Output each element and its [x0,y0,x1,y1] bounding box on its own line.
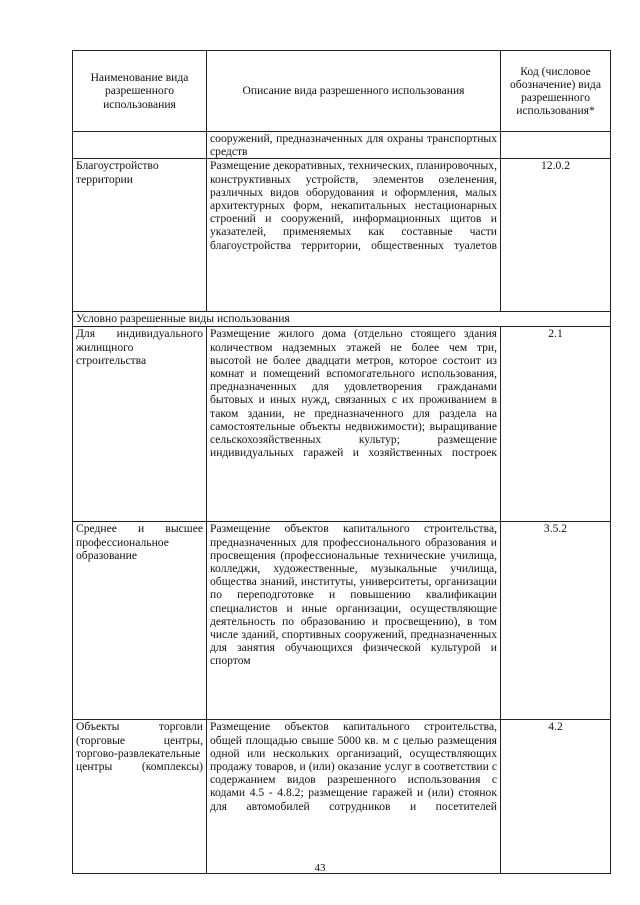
name-cell: Среднее и высшее профессиональное образование [73,522,207,720]
code-cell [501,132,611,159]
header-name-cell: Наименование вида разрешенного использования [73,51,207,132]
table-row [73,720,611,874]
section-heading: Условно разрешенные виды использования [73,312,611,327]
table-row [73,522,611,720]
description-cell: Размещение объектов капитального строительства, предназначенных для профессионального образования и просвещения (профессиональные технические училища, колледжи, художественные, музыкальные училища, общества знаний, институты, университеты, организации по переподготовке и повышению квалификации специалистов и иные организации, осуществляющие деятельность по образованию и просвещению), в том числе зданий, спортивных сооружений, предназначенных для занятия обучающихся физической культурой и спортом [207,522,501,720]
table-row [73,327,611,522]
page-number: 43 [314,862,326,874]
description-cell: Размещение объектов капитального строительства, общей площадью свыше 5000 кв. м с целью размещения одной или нескольких организаций, осуществляющих продажу товаров, и (или) оказание услуг в соответствии с содержанием видов разрешенного использования с кодами 4.5 - 4.8.2; размещение гаражей и (или) стоянок для автомобилей сотрудников и посетителей [207,720,501,874]
header-description-cell: Описание вида разрешенного использования [207,51,501,132]
code-cell: 12.0.2 [501,159,611,312]
table-row [73,159,611,312]
section-row [73,312,611,327]
name-cell: Благоустройство территории [73,159,207,312]
description-cell: Размещение декоративных, технических, планировочных, конструктивных устройств, элементов озеленения, различных видов оборудования и оформления, малых архитектурных форм, некапитальных нестационарных строений и сооружений, информационных щитов и указателей, применяемых как составные части благоустройства территории, общественных туалетов [207,159,501,312]
code-cell: 3.5.2 [501,522,611,720]
table-header-row [73,51,611,132]
header-code-cell: Код (числовое обозначение) вида разрешенного использования* [501,51,611,132]
code-cell: 4.2 [501,720,611,874]
description-cell: Размещение жилого дома (отдельно стоящего здания количеством надземных этажей не более чем три, высотой не более двадцати метров, которое состоит из комнат и помещений вспомогательного использования, предназначенных для удовлетворения гражданами бытовых и иных нужд, связанных с их проживанием в таком здании, не предназначенного для раздела на самостоятельные объекты недвижимости); выращивание сельскохозяйственных культур; размещение индивидуальных гаражей и хозяйственных построек [207,327,501,522]
name-cell: Для индивидуального жилищного строительства [73,327,207,522]
description-cell: сооружений, предназначенных для охраны транспортных средств [207,132,501,159]
name-cell [73,132,207,159]
code-cell: 2.1 [501,327,611,522]
table-row [73,132,611,159]
permitted-use-table [72,50,611,874]
name-cell: Объекты торговли (торговые центры, торгово-развлекательные центры (комплексы) [73,720,207,874]
